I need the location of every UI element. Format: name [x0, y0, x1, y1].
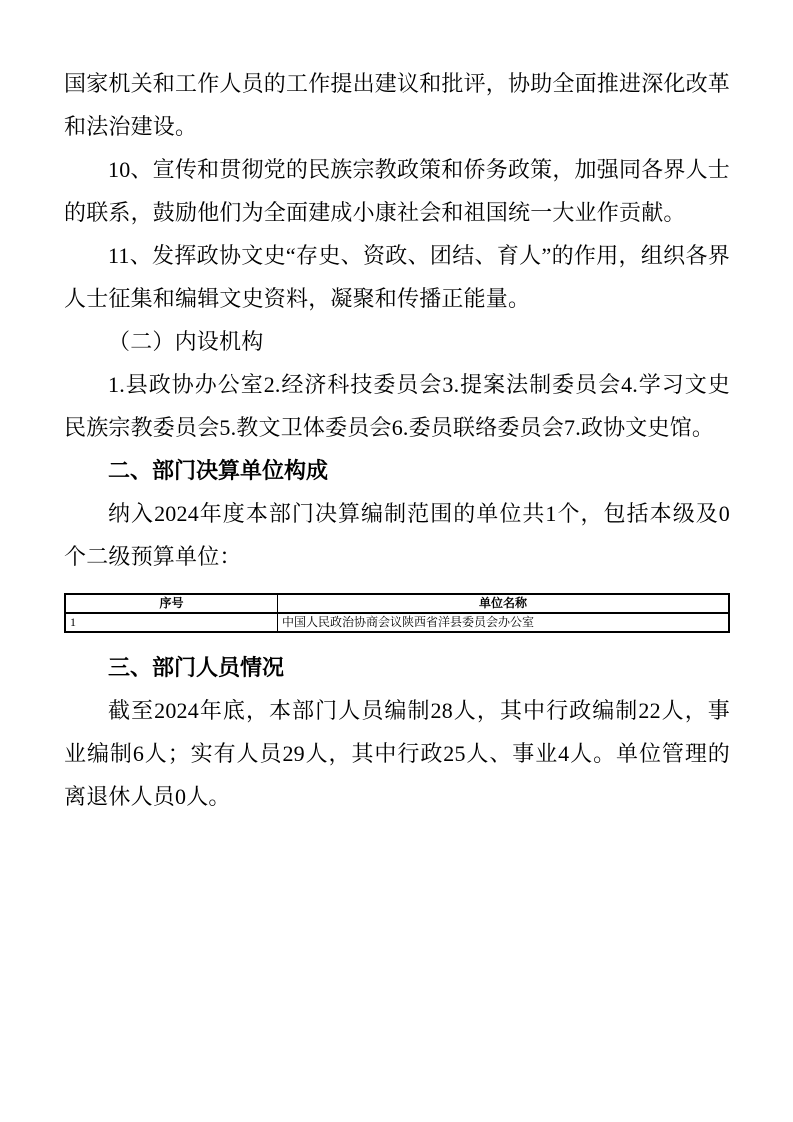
paragraph-item-10: 10、宣传和贯彻党的民族宗教政策和侨务政策，加强同各界人士的联系，鼓励他们为全面建成小康社会和祖国统一大业作贡献。 — [64, 157, 730, 225]
table-header-row — [65, 594, 729, 613]
paragraph-continuation: 国家机关和工作人员的工作提出建议和批评，协助全面推进深化改革和法治建设。 — [64, 71, 731, 139]
section-heading-personnel: 三、部门人员情况 — [108, 655, 285, 680]
paragraph-org-list: 1.县政协办公室2.经济科技委员会3.提案法制委员会4.学习文史民族宗教委员会5.教文卫体委员会6.委员联络委员会7.政协文史馆。 — [64, 372, 730, 440]
table-header-index: 序号 — [65, 594, 277, 613]
cell-index: 1 — [65, 613, 277, 632]
paragraph-item-11: 11、发挥政协文史“存史、资政、团结、育人”的作用，组织各界人士征集和编辑文史资料，凝聚和传播正能量。 — [64, 243, 730, 311]
cell-unit-name: 中国人民政治协商会议陕西省洋县委员会办公室 — [277, 613, 729, 632]
units-table — [64, 593, 730, 633]
paragraph-personnel: 截至2024年底，本部门人员编制28人，其中行政编制22人，事业编制6人；实有人员29人，其中行政25人、事业4人。单位管理的离退休人员0人。 — [64, 698, 730, 809]
table-header-unit-name: 单位名称 — [277, 594, 729, 613]
table-row — [65, 613, 729, 632]
subheading-internal-orgs: （二）内设机构 — [108, 329, 264, 354]
paragraph-budget-scope: 纳入2024年度本部门决算编制范围的单位共1个，包括本级及0个二级预算单位： — [64, 501, 730, 569]
section-heading-budget-units: 二、部门决算单位构成 — [108, 458, 329, 483]
